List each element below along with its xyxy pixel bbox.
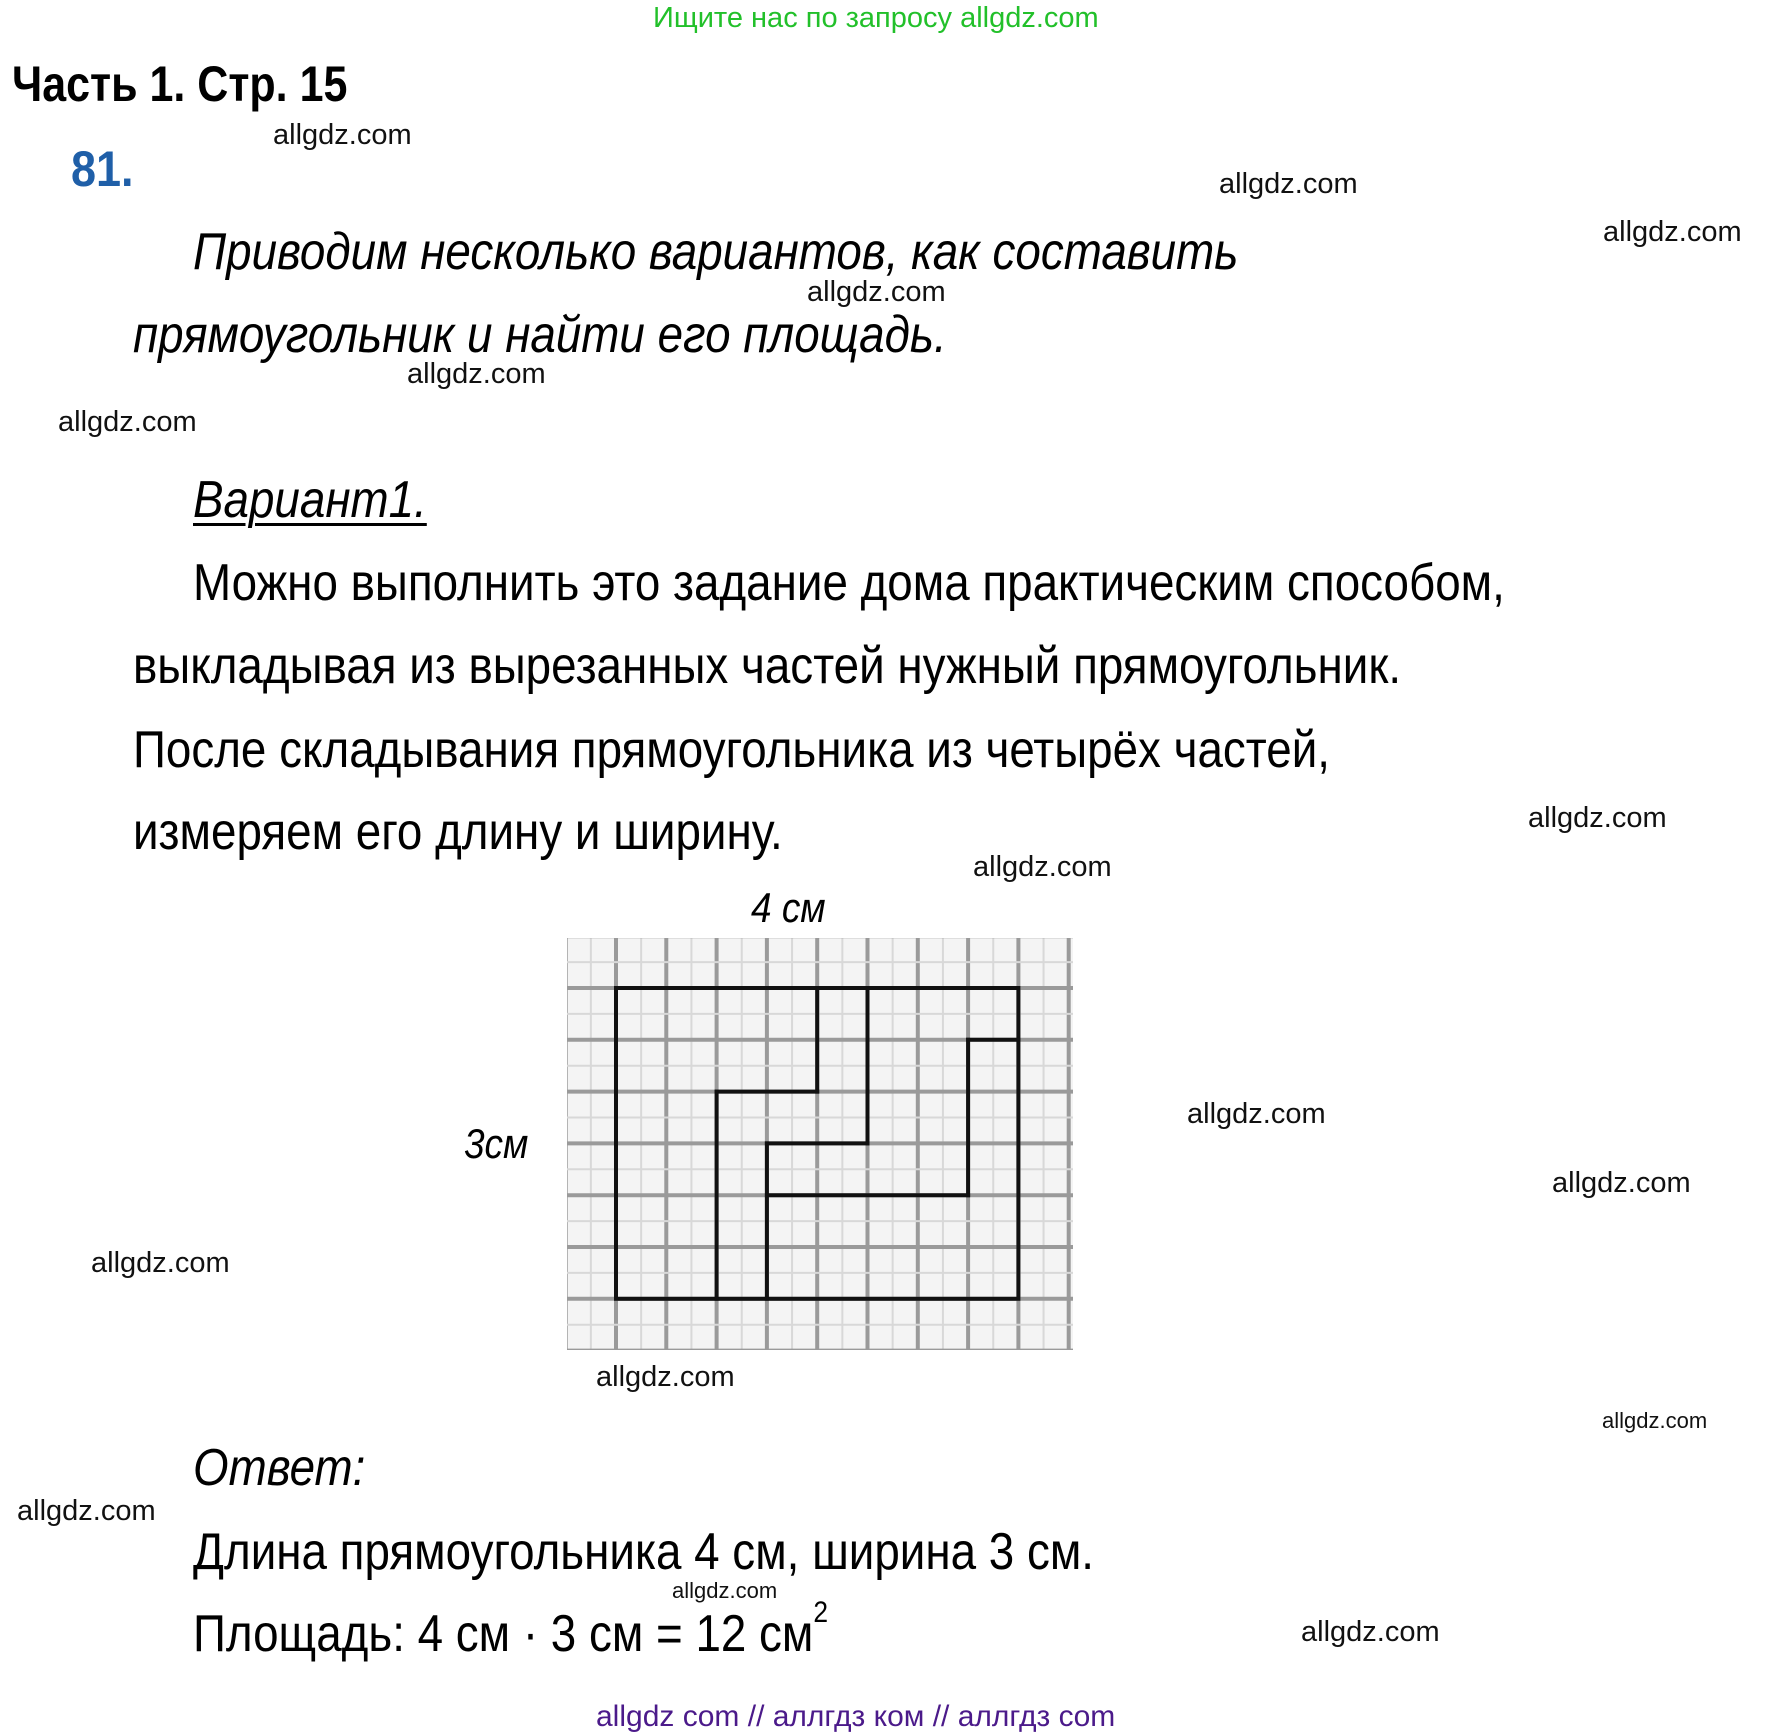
watermark: allgdz.com [1301, 1616, 1440, 1648]
variant-title: Вариант1. [193, 471, 427, 529]
watermark: allgdz.com [1602, 1408, 1708, 1433]
page-title: Часть 1. Стр. 15 [12, 56, 348, 112]
variant-line-1: Можно выполнить это задание дома практическим способом, [193, 554, 1505, 612]
watermark: allgdz.com [91, 1247, 230, 1279]
rectangle-grid-figure [567, 938, 1073, 1350]
watermark: allgdz.com [672, 1578, 778, 1603]
area-formula: Площадь: 4 см · 3 см = 12 см [193, 1605, 814, 1663]
watermark: allgdz.com [596, 1361, 735, 1393]
exercise-number: 81. [71, 141, 134, 197]
watermark: allgdz.com [807, 276, 946, 308]
square-exponent: 2 [813, 1596, 829, 1629]
intro-line-2: прямоугольник и найти его площадь. [133, 306, 947, 364]
watermark: allgdz.com [58, 406, 197, 438]
intro-line-1: Приводим несколько вариантов, как составить [193, 223, 1239, 281]
footer-links: allgdz com // аллгдз ком // аллгдз com [596, 1700, 1116, 1733]
answer-title: Ответ: [193, 1439, 366, 1497]
width-label: 3см [464, 1120, 529, 1167]
watermark: allgdz.com [1528, 802, 1667, 834]
watermark: allgdz.com [407, 358, 546, 390]
watermark: allgdz.com [1219, 168, 1358, 200]
search-hint: Ищите нас по запросу allgdz.com [653, 2, 1099, 34]
watermark: allgdz.com [973, 851, 1112, 883]
variant-line-4: измеряем его длину и ширину. [133, 803, 783, 861]
watermark: allgdz.com [1603, 216, 1742, 248]
answer-line-1: Длина прямоугольника 4 см, ширина 3 см. [193, 1523, 1095, 1581]
watermark: allgdz.com [1552, 1167, 1691, 1199]
variant-line-2: выкладывая из вырезанных частей нужный прямоугольник. [133, 637, 1402, 695]
watermark: allgdz.com [17, 1495, 156, 1527]
variant-line-3: После складывания прямоугольника из четырёх частей, [133, 721, 1330, 779]
watermark: allgdz.com [1187, 1098, 1326, 1130]
length-label: 4 см [751, 884, 826, 931]
answer-line-2 [193, 1596, 829, 1664]
watermark: allgdz.com [273, 119, 412, 151]
